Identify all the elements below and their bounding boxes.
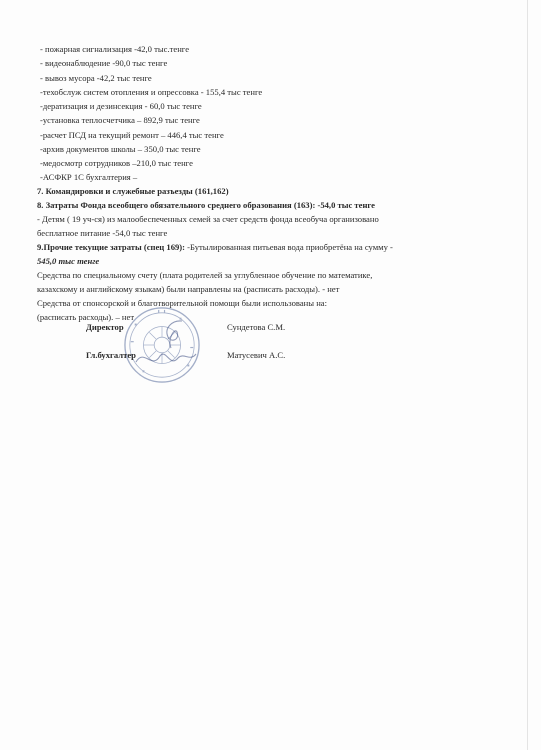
section-9-line bbox=[37, 242, 393, 253]
list-item: -АСФКР 1С бухгалтерия – bbox=[40, 172, 138, 182]
director-name: Сундетова С.М. bbox=[227, 322, 286, 332]
section-9-amount: 545,0 тыс тенге bbox=[37, 256, 100, 266]
section-8-text: - Детям ( 19 уч-ся) из малообеспеченных семей за счет средств фонда всеобуча организовано bbox=[37, 214, 379, 224]
accountant-name: Матусевич А.С. bbox=[227, 350, 286, 360]
list-item: -архив документов школы – 350,0 тыс тенге bbox=[40, 144, 201, 154]
list-item: -установка теплосчетчика – 892,9 тыс тенге bbox=[40, 115, 200, 125]
accountant-title: Гл.бухгалтер bbox=[86, 350, 136, 360]
director-title: Директор bbox=[86, 322, 124, 332]
page-edge bbox=[527, 0, 528, 750]
list-item: -медосмотр сотрудников –210,0 тыс тенге bbox=[40, 158, 193, 168]
section-7-heading: 7. Командировки и служебные разъезды (161,162) bbox=[37, 186, 229, 196]
list-item: -расчет ПСД на текущий ремонт – 446,4 тыс тенге bbox=[40, 130, 224, 140]
list-item: - вывоз мусора -42,2 тыс тенге bbox=[40, 73, 152, 83]
special-account-text: казахскому и английскому языкам) были направлены на (расписать расходы). - нет bbox=[37, 284, 340, 294]
sponsor-text: (расписать расходы). – нет bbox=[37, 312, 135, 322]
section-8-heading: 8. Затраты Фонда всеобщего обязательного среднего образования (163): -54,0 тыс тенге bbox=[37, 200, 375, 210]
section-9-text: -Бутылированная питьевая вода приобретёна на сумму - bbox=[187, 242, 393, 252]
section-9-heading: 9.Прочие текущие затраты (спец 169): bbox=[37, 242, 188, 252]
list-item: - видеонаблюдение -90,0 тыс тенге bbox=[40, 58, 168, 68]
list-item: -техобслуж систем отопления и опрессовка - 155,4 тыс тенге bbox=[40, 87, 263, 97]
sponsor-text: Средства от спонсорской и благотворительной помощи были использованы на: bbox=[37, 298, 327, 308]
list-item: - пожарная сигнализация -42,0 тыс.тенге bbox=[40, 44, 190, 54]
special-account-text: Средства по специальному счету (плата родителей за углубленное обучение по математике, bbox=[37, 270, 373, 280]
section-8-text: бесплатное питание -54,0 тыс тенге bbox=[37, 228, 168, 238]
accountant-signature bbox=[134, 346, 198, 372]
list-item: -дератизация и дезинсекция - 60,0 тыс тенге bbox=[40, 101, 202, 111]
